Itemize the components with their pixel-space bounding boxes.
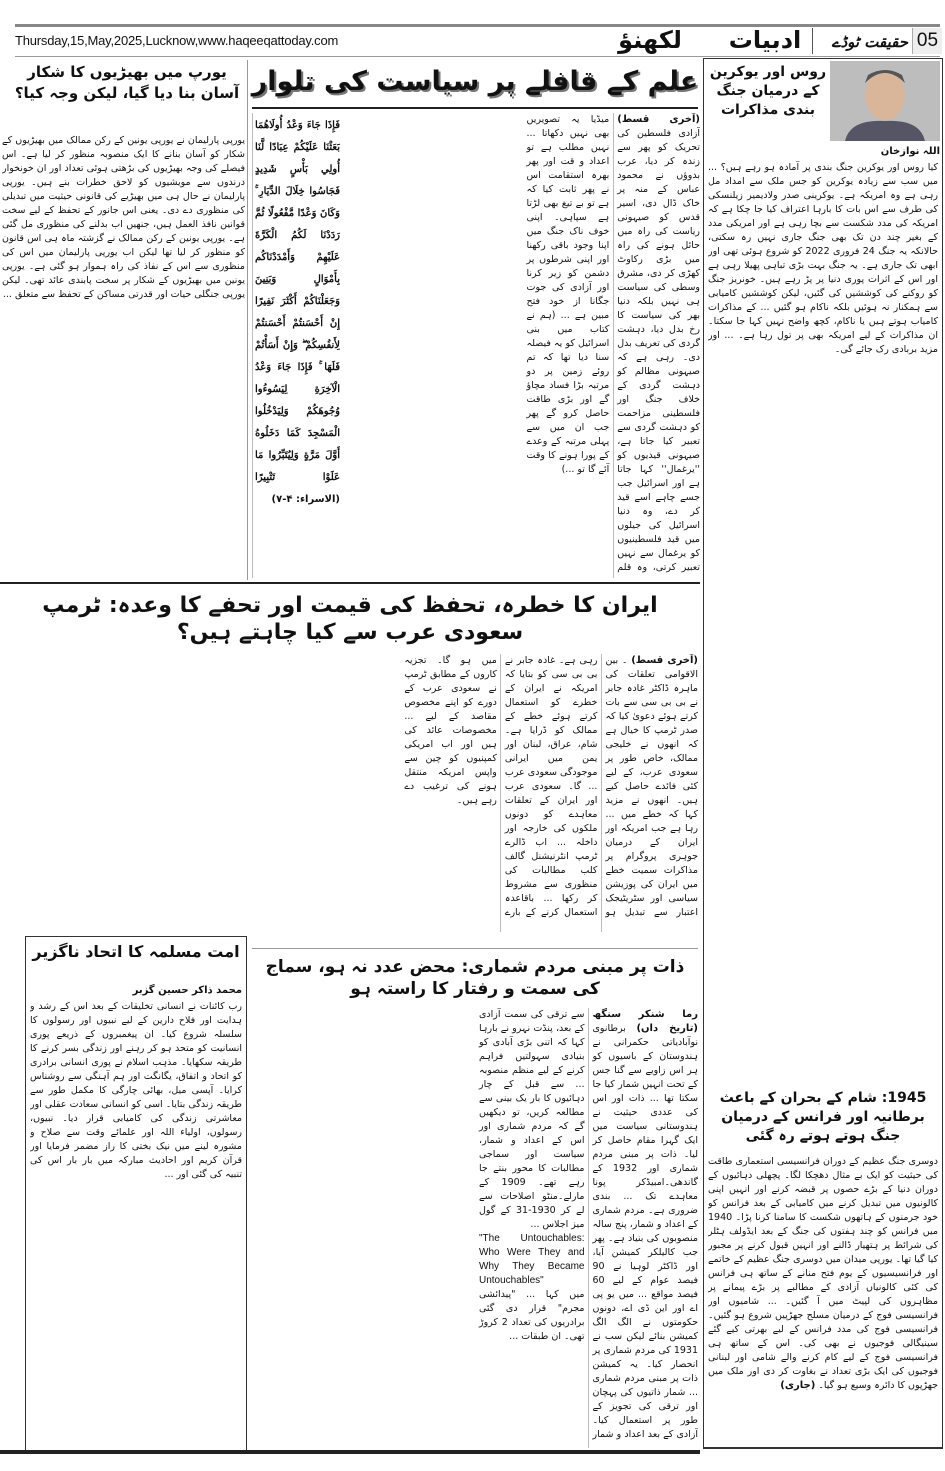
installment-label: (آخری قسط) xyxy=(617,114,700,125)
ummat-author: محمد ذاکر حسین گزبر xyxy=(132,985,242,996)
english-quote: "The Untouchables: Who Were They and Why They Became Untouchables" xyxy=(479,1233,585,1286)
logo: حقیقت ٹوڈے xyxy=(831,33,908,51)
caste-body-text: برطانوی نوآبادیاتی حکمرانی نے ہندوستان کے باسیوں کو ہر اس زاویے سے گنا جس کے تحت انہیں شمار کیا جا سکتا تھا ... ذات اور اس کی عددی حیثیت نے ہندوستانی سیاست میں ایک گہرا مقام حاصل کر لیا۔ ذات پر مبنی مردم شماری اور 1932 کے گاندھی۔امبیڈکر پونا معاہدے تک ... بندی ضروری ہے۔ مردم شماری کے اعداد و شمار، پنج سالہ منصوبوں کی بنیاد ہے۔ پھر جب کالیلکر کمیشن آیا، اور ڈاکٹر لوہیا نے 90 فیصد عوام کے لیے 60 فیصد مواقع ... میں یو پی اے اور این ڈی اے، دونوں حکومتوں نے الگ الگ کمیشن بنائے لیکن سب نے 1931 کی مردم شماری پر انحصار کیا۔ یہ کمیشن ذات پر مبنی مردم شماری ... شمار ذاتیوں کی پہچان اور ترقی کی تجویز کے طور پر استعمال کیا۔ آزادی کے بعد اعداد و شمار سے ترقی کی سمت آزادی کے بعد، پنڈت نہرو نے بارہا کہا کہ اتنی بڑی آبادی کو بنیادی سہولتیں فراہم کرنے کے لیے منظم منصوبہ ... سے قبل کے چار دہائیوں کا بار یک بینی سے مطالعہ کریں، تو دیکھیں گے کہ مردم شماری اور اس کے اعداد و شمار، سیاست اور سماجی مطالبات کا محور بنتے جا رہے تھے۔ 1909 کے مارلے۔منٹو اصلاحات سے لے کر 1930-31 کے گول میز اجلاس ... xyxy=(479,1009,698,1440)
iran-headline: ایران کا خطرہ، تحفظ کی قیمت اور تحفے کا وعدہ: ٹرمپ سعودی عرب سے کیا چاہتے ہیں؟ xyxy=(42,593,658,645)
caste-body xyxy=(252,1008,698,1448)
center-headline-rule xyxy=(252,107,698,109)
caste-headline: ذات پر مبنی مردم شماری: محض عدد نہ ہو، سماج کی سمت و رفتار کا راستہ ہو xyxy=(265,957,685,999)
iran-body-text: ۔ بین الاقوامی تعلقات کی ماہرہ ڈاکٹر غادہ جابر نے بی بی سی سے بات کرتے ہوئے دعویٰ کیا کہ صدر ٹرمپ کا خیال ہے کہ انھوں نے خلیجی ممالک، خاص طور پر سعودی عرب، کے لیے کئی فائدے حاصل کیے ہیں۔ انھوں نے مزید کہا کہ خطے میں ... رہا ہے جب امریکہ اور ایران کے درمیان جوہری پروگرام پر مذاکرات سمیت خطے میں ایران کی پوزیشن سیاسی اور سٹریٹیجک اعتبار سے تبدیل ہو رہی ہے۔ غادہ جابر نے بی بی سی کو بتایا کہ امریکہ نے ایران کے خطرے کو استعمال کرتے ہوئے خطے کے ممالک کو ڈرایا ہے۔ شام، عراق، لبنان اور یمن میں ایرانی موجودگی سعودی عرب ... گا۔ سعودی عرب اور ایران کے تعلقات معاہدے کو دونوں ملکوں کی خارجہ اور داخلہ ... اب ڈالرے ٹرمپ انٹرنیشنل گالف کلب مطالبات کی منظوری سے مشروط کر رکھا ... باقاعدہ استعمال کرنے کے بارے میں ہو گا۔ تجزیہ کاروں کے مطابق ٹرمپ نے سعودی عرب کے دورے کو اپنے مخصوص مقاصد کے لیے ... مخصوصات عائد کی ہیں اور اب امریکی کمپنیوں کو چین سے واپس امریکہ منتقل ہونے کی ترغیب دے رہے ہیں۔ xyxy=(404,655,698,918)
iran-installment-label: (آخری قسط) xyxy=(631,655,698,666)
right-column xyxy=(703,58,943,1449)
wolves-body: یورپی پارلیمان نے یورپی یونین کے رکن ممالک میں بھیڑیوں کے شکار کو آسان بنانے کا ایک منصوبہ منظور کر لیا ہے۔ اس فیصلے کی وجہ بھیڑیوں کی بڑھتی ہوئی تعداد اور ان خونخوار درندوں سے مویشیوں کو لاحق خطرات بنے ہیں۔ یورپی پارلیمان نے حال ہی میں بھیڑیے کی قانونی حیثیت میں تبدیلی کی منظوری دے دی۔ یعنی اس جانور کے تحفظ کے لیے سخت قوانین نافذ العمل ہیں، جنھیں اب بدلنے کی منظوری مل گئی ہے۔ یورپی یونین کے رکن ممالک نے گزشتہ ماہ ہی اس قانون کو منظور کر لیا تھا لیکن اب یورپی پارلیمان میں اس کی منظوری سے اس کے نفاذ کی راہ ہموار ہو گئی ہے۔ یورپی یونین میں بھیڑیوں کے شکار پر سخت پابندی عائد تھی۔ لیکن یورپی جنگلی حیات اور قدرتی مساکن کے تحفظ سے متعلق ... xyxy=(2,135,245,300)
ummat-body: رب کائنات نے انسانی تخلیقات کے بعد اس کے رشد و ہدایت اور فلاح دارین کے لیے نبیوں اور رسولوں کا سلسلہ شروع کیا۔ ان پیغمبروں کے ذریعے پوری انسانیت کو متحد ہو کر رہنے اور زندگی بسر کرنے کا طریقہ سکھایا۔ مذہب اسلام نے پوری انسانی برادری کو اتحاد و اتفاق، یگانگت اور ہم آہنگی سے روشناس کرایا۔ آپسی میل، بھائی چارگی کا مکمل طور سے طریقہ زندگی بتایا۔ اسی کو انسانی سعادت عقلی اور معاشرتی زندگی کی کامیابی قرار دیا۔ نبیوں، رسولوں، اولیاء اللہ اور علمائے وقت سے صلاح و مشورہ لینے میں نیک بختی کا راز مضمر فرمایا اور قرآن کریم اور احادیث مبارکہ میں بار بار اس کی تنبیہ کی گئی اور ... xyxy=(30,1001,242,1180)
section-label: ادبیات xyxy=(728,26,802,54)
center-body-text: آزادی فلسطین کی تحریک کو پھر سے زندہ کر دیا، عرب بدوؤں نے محمود عباس کے منہ پر خاک ڈال دی، اسیر قدس کو صیہونی ریاست کی راہ میں حائل ہونے کی راہ میں بڑی رکاوٹ کھڑی کر دی، مشرق وسطی کی سیاست ہی نہیں بلکہ دنیا بھر کی سیاست کا رخ بدل دیا، دہشت گردی کی تعریف بدل دی۔ رہی ہے کہ صیہونی مظالم کو دہشت گردی کے خلاف جنگ اور فلسطینی مزاحمت کو دہشت گردی سے تعبیر کیا جاتا ہے، صیہونی قیدیوں کو ''یرغمال'' کہا جاتا ہے اور اسرائیل جب جسے چاہے اسے قید کر دے، وہ دنیا اسرائیل کی جیلوں میں قید فلسطینیوں کو یرغمال سے نہیں تعبیر کرتی، وہ قلم میڈیا یہ تصویریں بھی نہیں دکھاتا ... نہیں مطلب ہے تو اعداد و قت اور پھر بھرہ استقامت اس نے پھر ثابت کیا کہ ہے تو بے تیغ بھی لڑتا ہے سپاہی۔ اپنی خوف ناک جنگ میں اپنا وجود باقی رکھنا اور اپنی شرطوں پر دشمن کو زیر کرنا اور آزادی کی جوت جگانا از خود فتح مبین ہے ... (ہم نے کتاب میں بنی اسرائیل کو یہ فیصلہ سنا دیا تھا کہ تم روئے زمین پر دو مرتبہ بڑا فساد مچاؤ گے اور بڑی طاقت حاصل کرو گے پھر جب ان میں سے پہلی مرتبہ کے وعدے کے پورا ہونے کا وقت آئے گا تو ...) xyxy=(526,114,700,573)
right-author: اللہ نوازخان xyxy=(880,146,940,157)
dateline: Thursday,15,May,2025,Lucknow,www.haqeeqattoday.com xyxy=(15,33,339,48)
right-headline: روس اور یوکرین کے درمیان جنگ بندی مذاکرات xyxy=(709,64,827,118)
caste-top-rule xyxy=(252,948,698,949)
portrait-icon xyxy=(830,61,940,141)
syria-body-text: دوسری جنگ عظیم کے دوران فرانسیسی استعماری طاقت کی حیثیت کو ایک بے مثال دھچکا لگا۔ پچھلی دہائیوں کے دوران دنیا کے بڑے حصوں پر قبضہ کرنے اور انہیں اپنی کالونیوں میں تبدیل کرنے میں کامیابی کے بعد فرانس کو خود جرمنوں کے ہاتھوں شکست کا سامنا کرنا پڑا۔ 1940 میں فرانس کو چند ہفتوں کی جنگ کے بعد ایڈولف ہٹلر کی شرائط پر ہتھیار ڈالنے اور انہیں قبول کرنے پر مجبور کیا گیا تھا۔ یورپی میدان میں دوسری جنگ عظیم کے خاتمے اور فرانسیسیوں کے یوم فتح منانے کے ساتھ ہی فرانس کی کئی کالونیاں آزادی کے مطالبے پر بڑے پیمانے پر مظاہروں کی لپیٹ میں آ گئیں۔ ... شامیوں اور فرانسیسی فوج کے درمیان مسلح جھڑپیں شروع ہو گئیں۔ فرانسیسی فوج کی مدد فرانس کے لیے بھرتی کیے گئے سینیگالی فوجیوں نے بھی کی۔ اس کے ساتھ ہی فرانسیسی فوج کے لیے کام کرنے والے شامی اور لبنانی فوجیوں کی ایک بڑی تعداد نے بغاوت کر دی اور ملک میں جھڑپوں کا دائرہ وسیع ہو گیا۔ xyxy=(708,1156,938,1391)
caste-body-continued: میں کہا ... "پیدائشی مجرم" قرار دی گئی برادریوں کی تعداد 2 کروڑ تھی۔ ان طبقات ... xyxy=(479,1289,585,1342)
right-body: کیا روس اور یوکرین جنگ بندی پر آمادہ ہو رہے ہیں؟ ... میں سب سے زیادہ یوکرین کو جس ملک سے امداد مل رہی ہے وہ امریکہ ہے۔ یوکرینی صدر ولادیمیر زیلنسکی کی طرف سے اس بات کا بارہا اعتراف کیا جا چکا ہے کہ امریکہ کی مدد شکست سے بچا رہی ہے اور امریکی مدد کے بغیر چند دن تک بھی جنگ جاری نہیں رہ سکتی، حالانکہ یہ جنگ 24 فروری 2022 کو شروع ہوئی تھی اور ابھی تک جاری ہے۔ یہ جنگ بہت بڑی تباہی پھیلا رہی ہے اور اس کے اثرات پوری دنیا پر پڑ رہے ہیں۔ خونریز جنگ کو روکنے کی کوششیں کی گئیں، لیکن کوششیں کامیابی سے ہمکنار نہ ہوئیں بلکہ ناکام ہو گئیں ... کے مذاکرات کامیاب ہوتے ہیں یا ناکام، کچھ واضح نہیں کہا جا سکتا۔ ان مذاکرات کے لیے امریکہ بھی پر تول رہا ہے۔ ... اور مزید بربادی رک جائے گی۔ xyxy=(708,162,938,355)
header-bottom-rule xyxy=(15,56,940,57)
syria-body xyxy=(708,1155,938,1445)
iran-body xyxy=(2,654,698,932)
center-body xyxy=(345,113,700,578)
verse-reference: (الاسراء: ۴-۷) xyxy=(271,494,340,505)
center-headline: علم کے قافلے پر سیاست کی تلوار xyxy=(251,66,699,97)
page-number: 05 xyxy=(912,28,942,54)
quran-verse xyxy=(252,113,340,578)
header-divider xyxy=(812,28,813,54)
wolves-headline: یورپ میں بھیڑیوں کا شکار آسان بنا دیا گیا، لیکن وجہ کیا؟ xyxy=(14,63,240,102)
ummat-headline: امت مسلمہ کا اتحاد ناگزیر xyxy=(32,942,240,961)
section-rule xyxy=(0,582,700,584)
caste-author: رما شنکر سنگھ (تاریخ داں) xyxy=(592,1009,698,1034)
city-label: لکھنؤ xyxy=(618,26,682,54)
continued-label: (جاری) xyxy=(780,1380,816,1391)
verse-text: فَإِذَا جَاءَ وَعْدُ أُولَاهُمَا بَعَثْنَا عَلَيْكُمْ عِبَادًا لَّنَا أُولِي بَأْسٍ شَدِيدٍ فَجَاسُوا خِلَالَ الدِّيَارِ ۚ وَكَانَ وَعْدًا مَّفْعُولًا ثُمَّ رَدَدْنَا لَكُمُ الْكَرَّةَ عَلَيْهِمْ وَأَمْدَدْنَاكُم بِأَمْوَالٍ وَبَنِينَ وَجَعَلْنَاكُمْ أَكْثَرَ نَفِيرًا إِنْ أَحْسَنتُمْ أَحْسَنتُمْ لِأَنفُسِكُمْ ۖ وَإِنْ أَسَأْتُمْ فَلَهَا ۚ فَإِذَا جَاءَ وَعْدُ الْآخِرَةِ لِيَسُوءُوا وُجُوهَكُمْ وَلِيَدْخُلُوا الْمَسْجِدَ كَمَا دَخَلُوهُ أَوَّلَ مَرَّةٍ وَلِيُتَبِّرُوا مَا عَلَوْا تَتْبِيرًا xyxy=(255,120,340,483)
author-photo xyxy=(830,61,940,141)
syria-headline: 1945: شام کے بحران کے باعث برطانیہ اور فرانس کے درمیان جنگ ہوتے ہوتے رہ گئی xyxy=(719,1090,927,1144)
bottom-rule xyxy=(0,1450,700,1454)
column-divider xyxy=(247,60,248,580)
